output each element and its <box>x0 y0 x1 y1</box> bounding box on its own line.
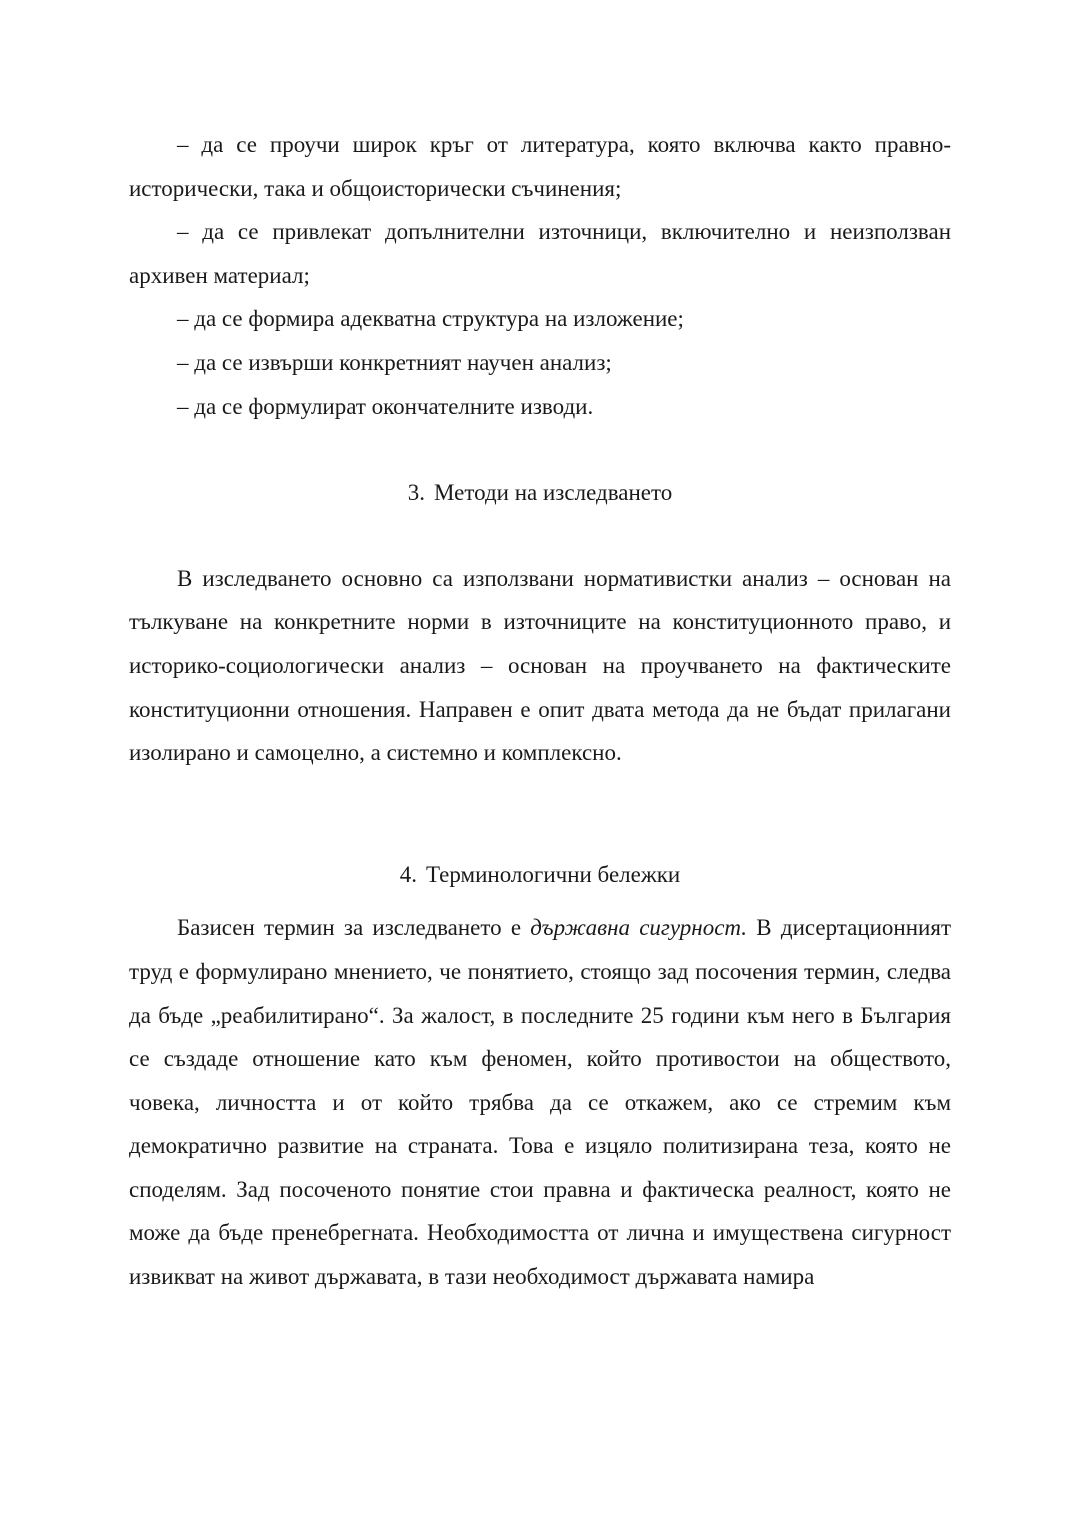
section-4-title: Терминологични бележки <box>426 861 681 887</box>
goal-item-1: – да се проучи широк кръг от литература, която включва както правно-исторически, така и общоисторически съчинения; <box>129 132 951 201</box>
spacer <box>129 896 951 906</box>
section-4-paragraph-start: Базисен термин за изследването е <box>177 915 531 941</box>
goal-item-5: – да се формулират окончателните изводи. <box>177 393 594 419</box>
section-3-heading <box>129 471 951 515</box>
section-4-paragraph-rest: В дисертационният труд е формулирано мнението, че понятието, стоящо зад посочения термин, следва да бъде „реабилитирано“. За жалост, в последните 25 години към него в България се създаде отношение като към феномен, който противостои на обществото, човека, личността и от който трябва да се откажем, ако се стремим към демократично развитие на страната. Това е изцяло политизирана теза, която не споделям. Зад посоченото понятие стои правна и фактическа реалност, която не може да бъде пренебрегната. Необходимостта от лична и имуществена сигурност извикват на живот държавата, в тази необходимост държавата намира <box>129 915 951 1290</box>
section-4-heading <box>129 853 951 897</box>
goal-item-4: – да се извърши конкретният научен анализ; <box>177 349 612 375</box>
document-page <box>129 123 951 1299</box>
section-4-paragraph <box>129 906 951 1298</box>
spacer <box>129 428 951 471</box>
section-3-number: 3. <box>407 480 426 506</box>
goal-item-2: – да се привлекат допълнителни източници, включително и неизползван архивен материал; <box>129 219 951 288</box>
section-3-paragraph: В изследването основно са използвани нормативистки анализ – основан на тълкуване на конкретните норми в източниците на конституционното право, и историко-социологически анализ – основан на проучването на фактическите конституционни отношения. Направен е опит двата метода да не бъдат прилагани изолирано и самоцелно, а системно и комплексно. <box>129 565 951 766</box>
key-term: държавна сигурност. <box>530 915 748 941</box>
spacer <box>129 515 951 557</box>
section-4-number: 4. <box>399 861 417 887</box>
spacer <box>129 775 951 853</box>
goal-item-3: – да се формира адекватна структура на изложение; <box>177 306 684 332</box>
section-3-title: Методи на изследването <box>434 480 673 506</box>
